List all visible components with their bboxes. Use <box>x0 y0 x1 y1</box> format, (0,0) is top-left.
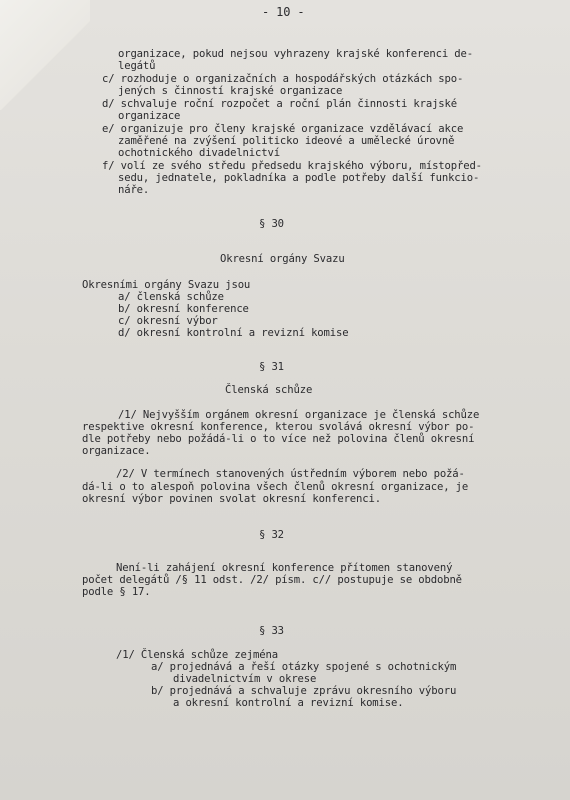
text-line: podle § 17. <box>82 586 151 598</box>
text-line: /2/ V termínech stanovených ústředním výborem nebo požá- <box>116 468 465 480</box>
text-line: /1/ Členská schůze zejména <box>116 649 278 661</box>
section-heading: § 33 <box>259 625 284 637</box>
section-heading: § 32 <box>259 529 284 541</box>
text-line: Není-li zahájení okresní konference přítomen stanovený <box>116 562 453 574</box>
list-item: b/ projednává a schvaluje zprávu okresního výboru <box>151 685 457 697</box>
text-line: organizace, pokud nejsou vyhrazeny krajské konferenci de- <box>118 48 473 60</box>
list-item: b/ okresní konference <box>118 303 249 315</box>
text-line: počet delegátů /§ 11 odst. /2/ písm. c// postupuje se obdobně <box>82 574 462 586</box>
text-line: zaměřené na zvýšení politicko ideové a umělecké úrovně <box>118 135 455 147</box>
text-line: sedu, jednatele, pokladníka a podle potřeby další funkcio- <box>118 172 480 184</box>
list-item: c/ okresní výbor <box>118 315 218 327</box>
page-number: - 10 - <box>262 5 305 19</box>
text-line: jených s činností krajské organizace <box>118 85 343 97</box>
section-heading: § 30 <box>259 218 284 230</box>
list-item: a/ členská schůze <box>118 291 224 303</box>
text-line: náře. <box>118 184 150 196</box>
folded-corner <box>0 0 90 110</box>
text-line: a okresní kontrolní a revizní komise. <box>173 697 404 709</box>
text-line: c/ rozhoduje o organizačních a hospodářských otázkách spo- <box>102 73 464 85</box>
text-line: dle potřeby nebo požádá-li o to více než polovina členů okresní <box>82 433 475 445</box>
text-line: dá-li o to alespoň polovina všech členů okresní organizace, je <box>82 481 469 493</box>
text-line: legátů <box>118 60 156 72</box>
text-line: d/ schvaluje roční rozpočet a roční plán činnosti krajské <box>102 98 457 110</box>
text-line: divadelnictvím v okrese <box>173 673 317 685</box>
text-line: f/ volí ze svého středu předsedu krajského výboru, místopřed- <box>102 160 482 172</box>
text-line: Okresními orgány Svazu jsou <box>82 279 251 291</box>
text-line: organizace <box>118 110 181 122</box>
text-line: /1/ Nejvyšším orgánem okresní organizace je členská schůze <box>118 409 480 421</box>
section-title: Okresní orgány Svazu <box>220 253 345 265</box>
text-line: ochotnického divadelnictví <box>118 147 280 159</box>
text-line: okresní výbor povinen svolat okresní konferenci. <box>82 493 381 505</box>
section-heading: § 31 <box>259 361 284 373</box>
section-title: Členská schůze <box>225 384 313 396</box>
text-line: organizace. <box>82 445 151 457</box>
text-line: e/ organizuje pro členy krajské organizace vzdělávací akce <box>102 123 464 135</box>
text-line: respektive okresní konference, kterou svolává okresní výbor po- <box>82 421 475 433</box>
list-item: d/ okresní kontrolní a revizní komise <box>118 327 349 339</box>
list-item: a/ projednává a řeší otázky spojené s ochotnickým <box>151 661 457 673</box>
